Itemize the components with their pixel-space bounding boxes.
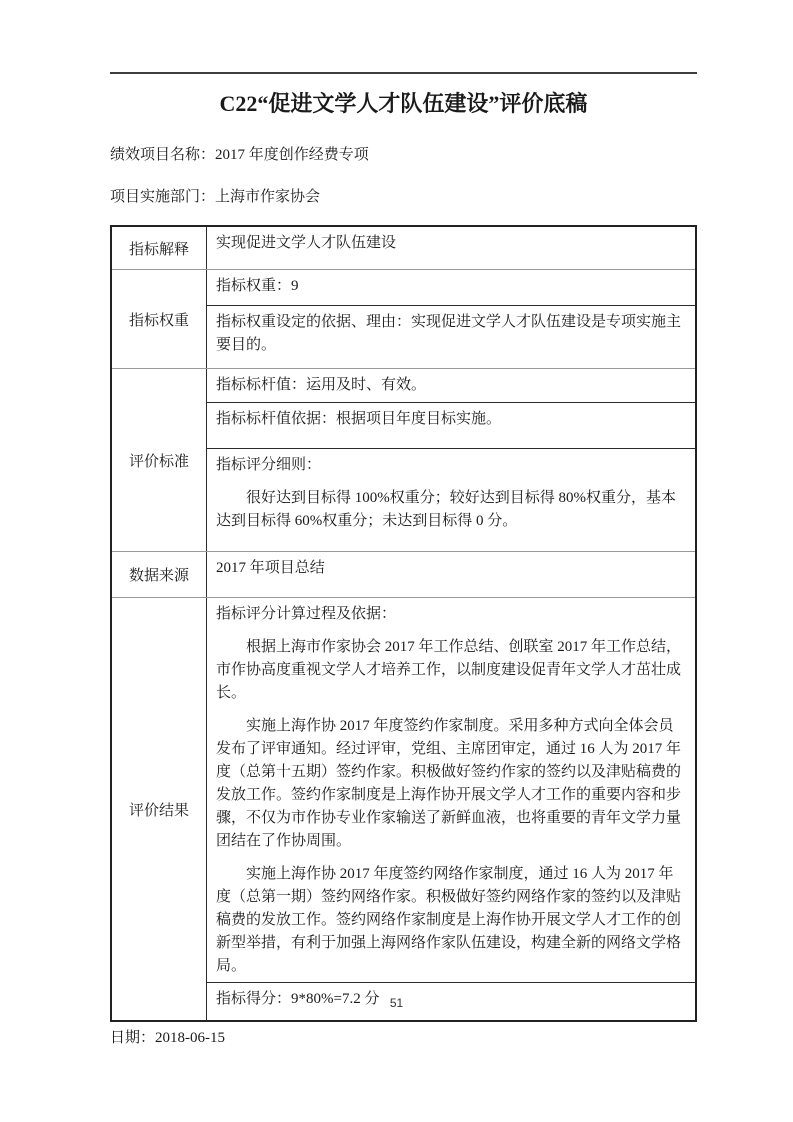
result-paragraph-3: 实施上海作协 2017 年度签约网络作家制度，通过 16 人为 2017 年度（总第一期）签约网络作家。积极做好签约网络作家的签约以及津贴稿费的发放工作。签约网络作家制度是上海作协开展文学人才工作的创新型举措，有利于加强上海网络作家队伍建设，构建全新的网络文学格局。 xyxy=(216,866,682,974)
row-label-evaluation-result: 评价结果 xyxy=(112,598,207,1020)
result-detail-cell xyxy=(207,598,695,982)
department-line: 项目实施部门：上海市作家协会 xyxy=(110,189,321,205)
weight-basis-cell xyxy=(207,305,695,368)
data-source-text: 2017 年项目总结 xyxy=(216,560,325,576)
document-content xyxy=(110,0,697,1048)
weight-value-cell xyxy=(207,270,695,305)
project-name-line: 绩效项目名称：2017 年度创作经费专项 xyxy=(110,147,369,163)
result-detail-heading: 指标评分计算过程及依据： xyxy=(216,606,397,622)
benchmark-basis-cell xyxy=(207,402,695,448)
table-row-indicator-explanation xyxy=(112,227,695,269)
date-line: 日期：2018-06-15 xyxy=(110,1030,225,1046)
scoring-rules-text: 很好达到目标得 100%权重分；较好达到目标得 80%权重分，基本达到目标得 60%权重分；未达到目标得 0 分。 xyxy=(216,490,676,529)
result-paragraph-2: 实施上海作协 2017 年度签约作家制度。采用多种方式向全体会员发布了评审通知。经过评审，党组、主席团审定，通过 16 人为 2017 年度（总第十五期）签约作家。积极做好签约作家的签约以及津贴稿费的发放工作。签约作家制度是上海作协开展文学人才工作的重要内容和步骤，不仅为市作协专业作家输送了新鲜血液，也将重要的青年文学力量团结在了作协周围。 xyxy=(216,718,682,849)
evaluation-table xyxy=(110,225,697,1022)
weight-basis-text: 指标权重设定的依据、理由：实现促进文学人才队伍建设是专项实施主要目的。 xyxy=(216,314,682,353)
scoring-rules-cell xyxy=(207,448,695,551)
score-text: 指标得分：9*80%=7.2 分 xyxy=(216,991,380,1007)
page-title: C22“促进文学人才队伍建设”评价底稿 xyxy=(219,91,588,116)
page-number: 51 xyxy=(389,996,404,1010)
data-source-cell xyxy=(207,552,695,597)
indicator-explanation-cell xyxy=(207,227,695,269)
header-rule xyxy=(110,72,697,74)
table-row-data-source xyxy=(112,551,695,597)
weight-value-text: 指标权重：9 xyxy=(216,278,299,294)
row-label-indicator-weight: 指标权重 xyxy=(112,270,207,368)
indicator-explanation-text: 实现促进文学人才队伍建设 xyxy=(216,235,397,251)
table-row-indicator-weight xyxy=(112,269,695,368)
row-label-evaluation-criteria: 评价标准 xyxy=(112,369,207,551)
table-row-evaluation-result xyxy=(112,597,695,1020)
row-label-indicator-explanation: 指标解释 xyxy=(112,227,207,269)
benchmark-basis-text: 指标标杆值依据：根据项目年度目标实施。 xyxy=(216,411,502,427)
row-label-data-source: 数据来源 xyxy=(112,552,207,597)
benchmark-value-cell xyxy=(207,369,695,402)
result-paragraph-1: 根据上海市作家协会 2017 年工作总结、创联室 2017 年工作总结，市作协高度重视文学人才培养工作，以制度建设促青年文学人才茁壮成长。 xyxy=(216,639,682,701)
table-row-evaluation-criteria xyxy=(112,368,695,551)
benchmark-value-text: 指标标杆值：运用及时、有效。 xyxy=(216,377,427,393)
scoring-rules-heading: 指标评分细则： xyxy=(216,457,322,473)
